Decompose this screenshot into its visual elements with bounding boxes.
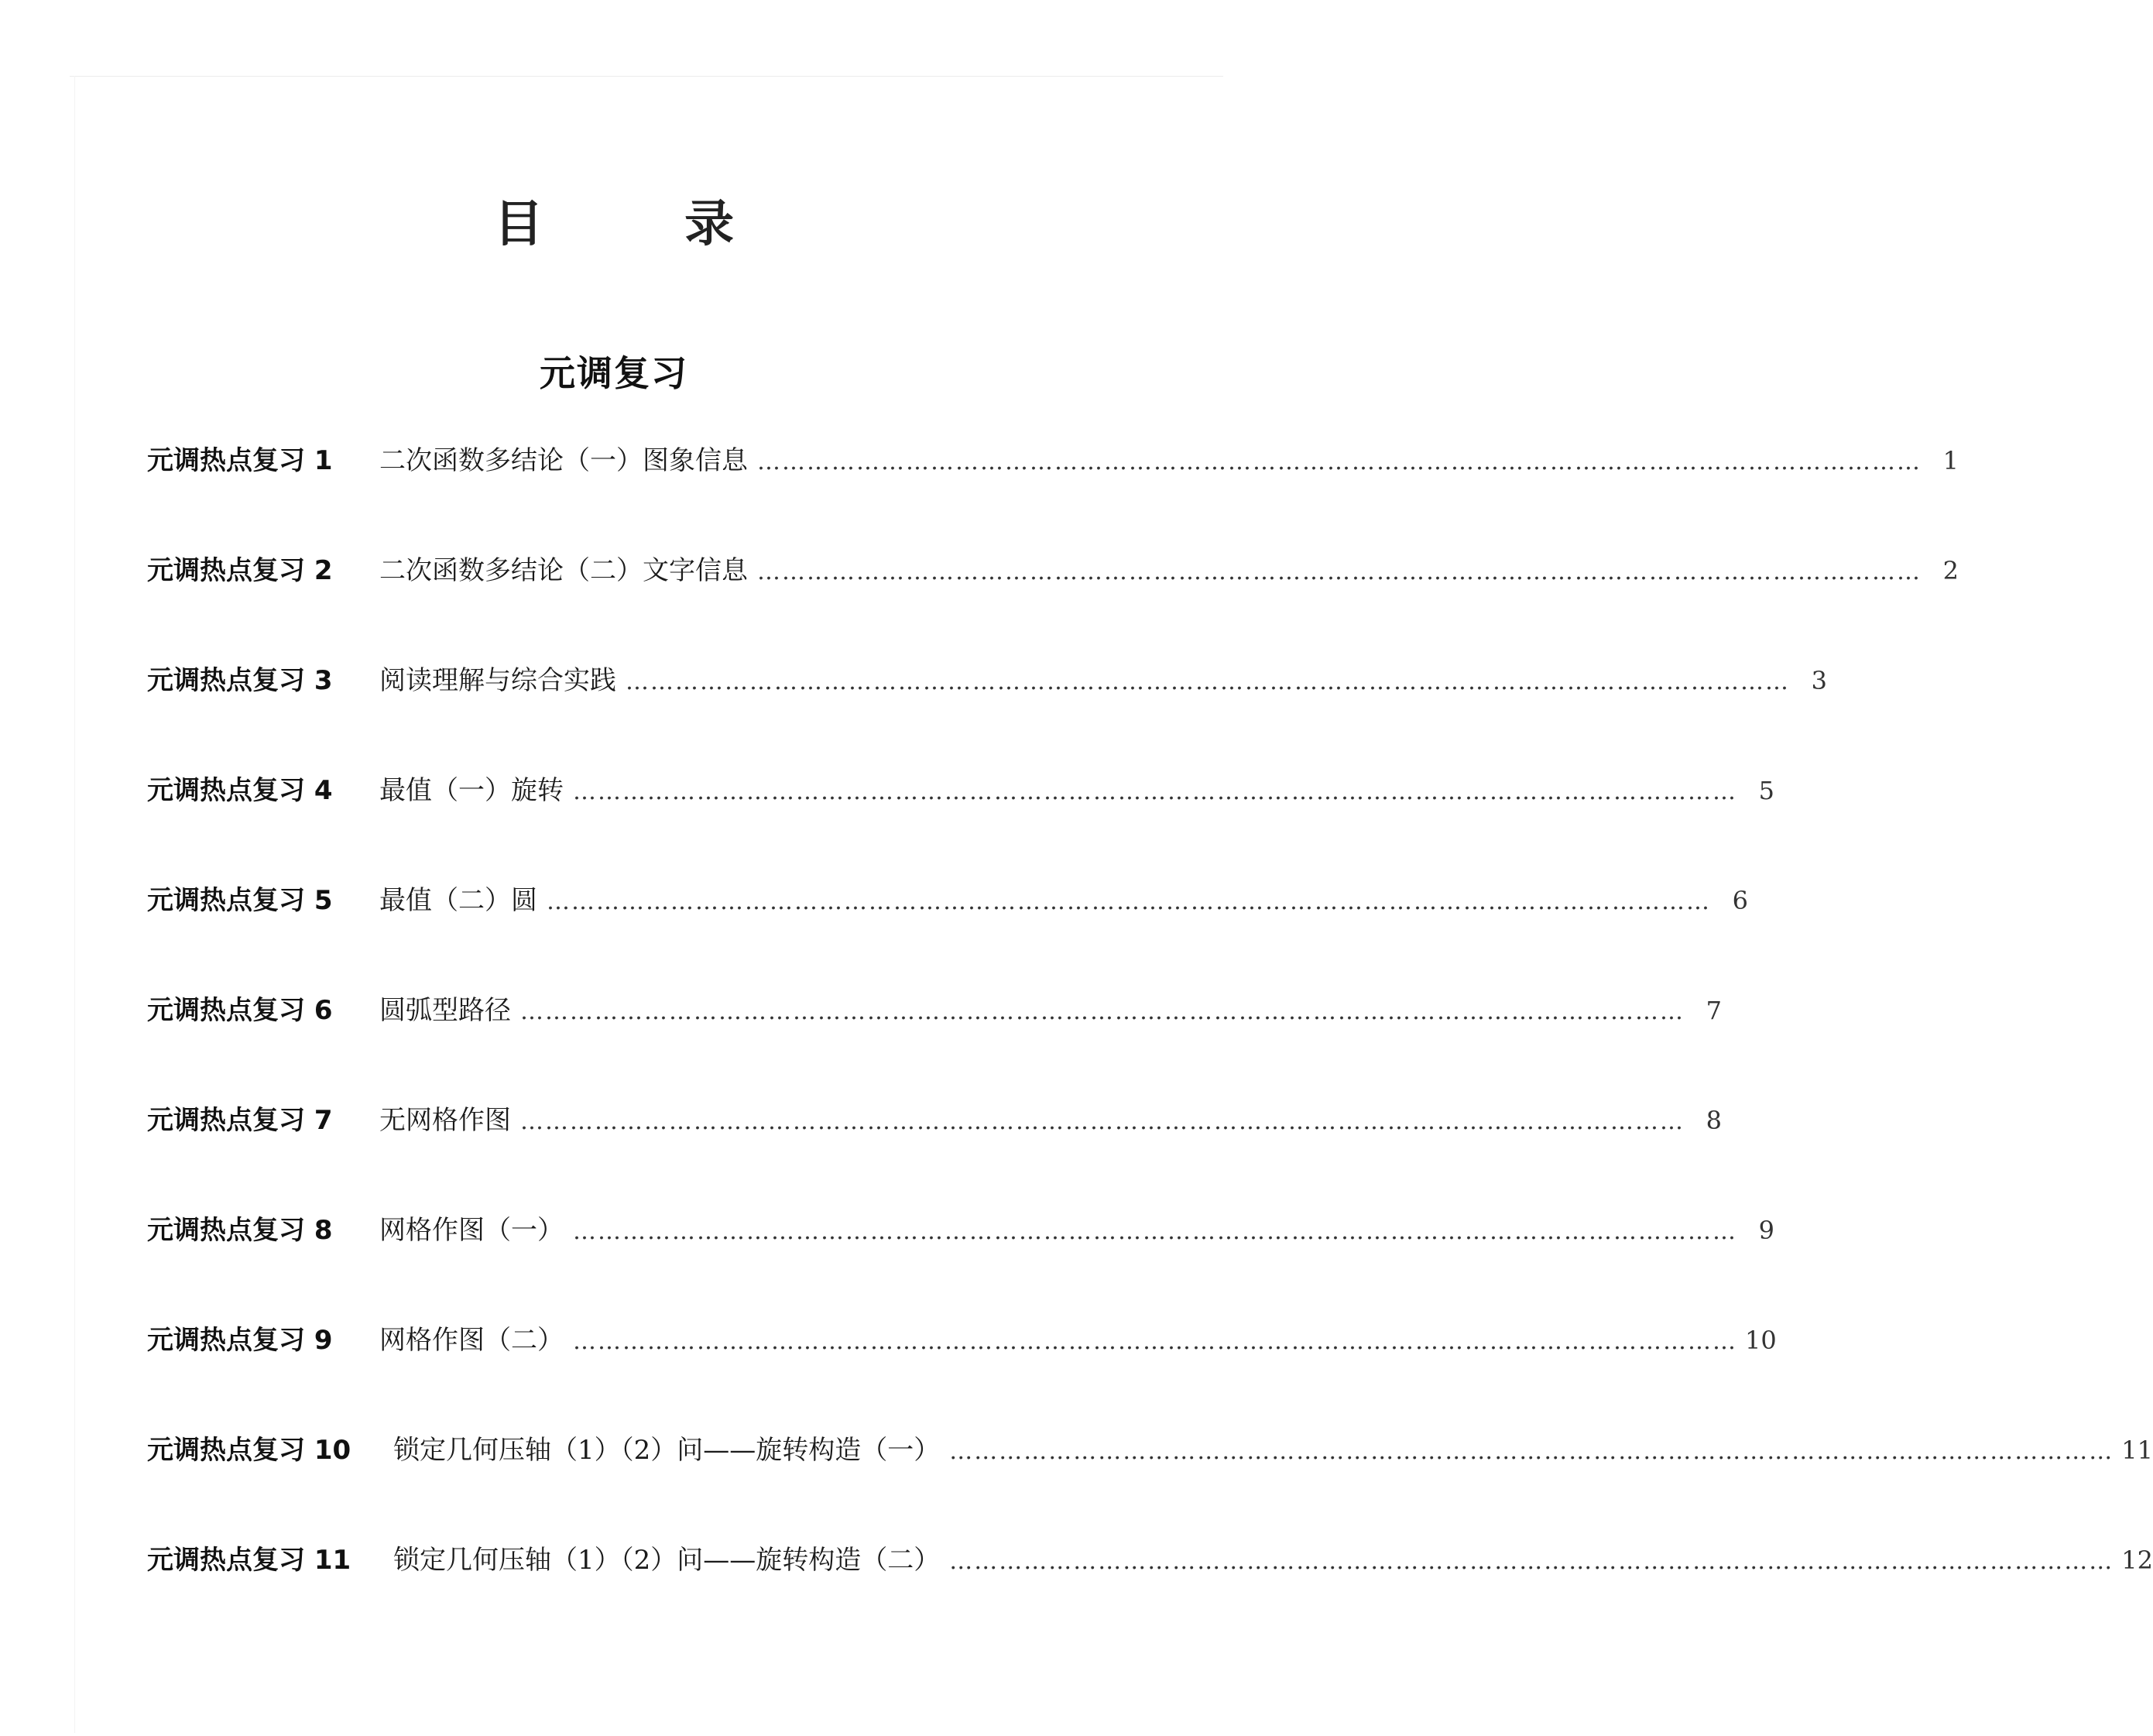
toc-row-label: 元调热点复习 6 <box>147 995 333 1026</box>
toc-row-page: 5 <box>1758 776 1774 805</box>
toc-row-label: 元调热点复习 1 <box>147 445 333 476</box>
toc-row-leader: …………………………………………………………………………………………………………………………… <box>626 668 1790 695</box>
toc-row-title: 最值（二）圆 <box>379 885 537 916</box>
toc-row-leader: …………………………………………………………………………………………………………………………… <box>757 558 1922 585</box>
toc-row-page: 10 <box>1745 1326 1777 1355</box>
toc-row-label: 元调热点复习 2 <box>147 555 333 586</box>
toc-row-label: 元调热点复习 10 <box>147 1435 351 1466</box>
toc-row-leader: …………………………………………………………………………………………………………………………… <box>949 1438 2114 1465</box>
toc-row-leader: …………………………………………………………………………………………………………………………… <box>573 778 1737 805</box>
toc-row-label: 元调热点复习 11 <box>147 1545 351 1576</box>
toc-row-title: 无网格作图 <box>379 1105 511 1136</box>
toc-row-label: 元调热点复习 8 <box>147 1215 333 1246</box>
toc-row-10[interactable] <box>147 1427 2153 1474</box>
toc-row-leader: …………………………………………………………………………………………………………………………… <box>757 448 1922 475</box>
toc-row-page: 7 <box>1706 996 1722 1025</box>
toc-row-7[interactable] <box>147 1097 1722 1144</box>
toc-row-page: 9 <box>1758 1216 1774 1245</box>
toc-row-page: 6 <box>1732 886 1748 915</box>
toc-row-title: 最值（一）旋转 <box>379 775 564 806</box>
toc-row-8[interactable] <box>147 1207 1774 1254</box>
toc-row-title: 网格作图（一） <box>379 1215 564 1246</box>
toc-row-label: 元调热点复习 7 <box>147 1105 333 1136</box>
toc-row-3[interactable] <box>147 657 1827 704</box>
toc-row-label: 元调热点复习 5 <box>147 885 333 916</box>
scan-edge-left <box>74 76 75 1733</box>
toc-row-1[interactable] <box>147 437 1959 484</box>
toc-row-page: 3 <box>1811 666 1827 695</box>
toc-row-title: 阅读理解与综合实践 <box>379 665 616 696</box>
toc-row-label: 元调热点复习 4 <box>147 775 333 806</box>
toc-row-5[interactable] <box>147 877 1748 924</box>
toc-row-page: 11 <box>2121 1436 2153 1465</box>
toc-row-2[interactable] <box>147 547 1959 594</box>
page-title: 目 录 <box>493 195 797 253</box>
toc-row-4[interactable] <box>147 767 1774 814</box>
toc-row-page: 8 <box>1706 1106 1722 1135</box>
toc-row-leader: …………………………………………………………………………………………………………………………… <box>520 1108 1685 1135</box>
toc-row-page: 12 <box>2121 1546 2153 1575</box>
toc-row-page: 2 <box>1942 556 1959 585</box>
section-title: 元调复习 <box>540 352 688 394</box>
toc-row-title: 网格作图（二） <box>379 1325 564 1356</box>
toc-row-leader: …………………………………………………………………………………………………………………………… <box>573 1218 1737 1245</box>
toc-row-title: 二次函数多结论（一）图象信息 <box>379 445 748 476</box>
toc-row-title: 圆弧型路径 <box>379 995 511 1026</box>
toc-row-title: 二次函数多结论（二）文字信息 <box>379 555 748 586</box>
toc-row-leader: …………………………………………………………………………………………………………………………… <box>949 1548 2114 1575</box>
toc-row-leader: …………………………………………………………………………………………………………………………… <box>573 1328 1737 1355</box>
toc-row-11[interactable] <box>147 1537 2153 1583</box>
toc-row-label: 元调热点复习 3 <box>147 665 333 696</box>
toc-row-leader: …………………………………………………………………………………………………………………………… <box>547 888 1711 915</box>
toc-row-label: 元调热点复习 9 <box>147 1325 333 1356</box>
toc-row-leader: …………………………………………………………………………………………………………………………… <box>520 998 1685 1025</box>
toc-row-6[interactable] <box>147 987 1722 1034</box>
scan-edge-top <box>70 76 1223 77</box>
toc-row-9[interactable] <box>147 1317 1777 1364</box>
toc-row-title: 锁定几何压轴（1）（2）问——旋转构造（二） <box>393 1545 941 1576</box>
toc-row-title: 锁定几何压轴（1）（2）问——旋转构造（一） <box>393 1435 941 1466</box>
toc-row-page: 1 <box>1942 446 1959 475</box>
